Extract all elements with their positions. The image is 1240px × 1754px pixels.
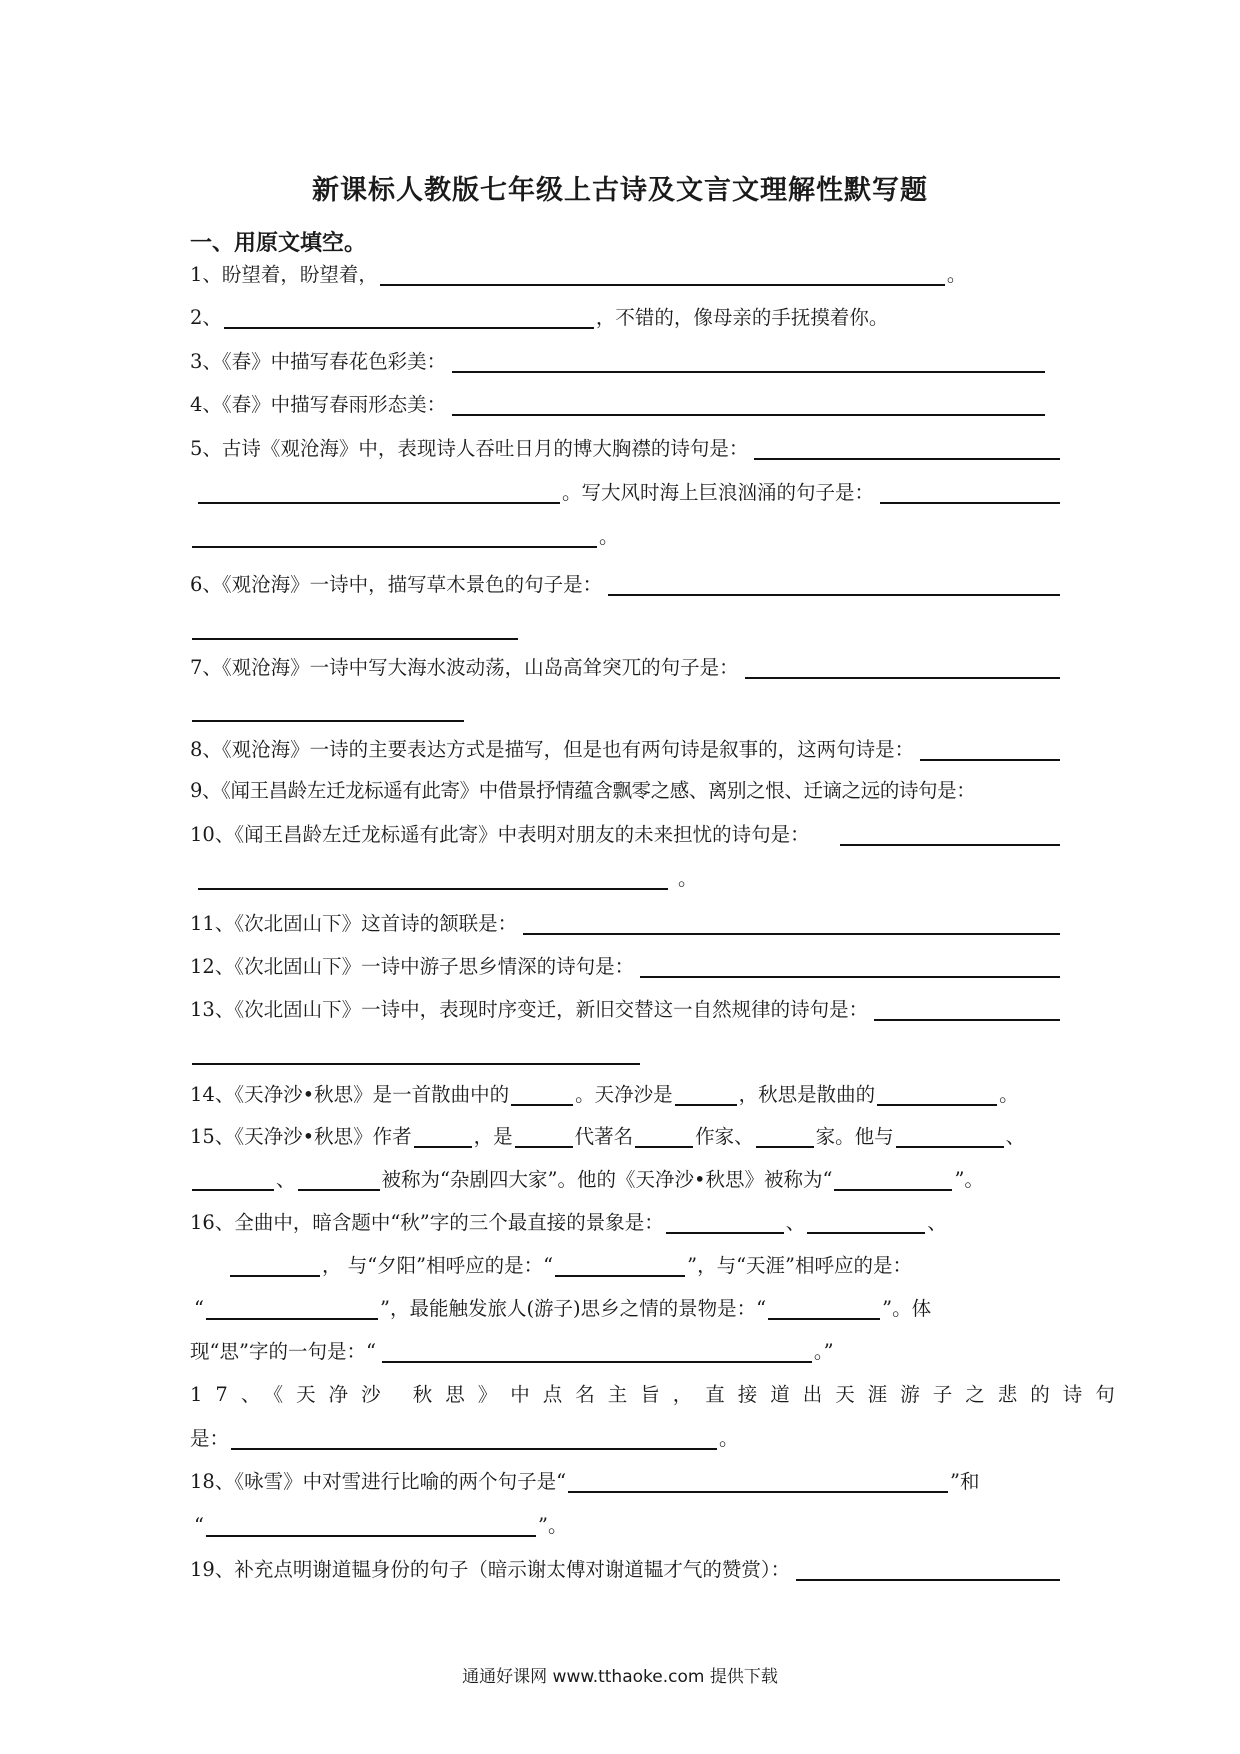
question-text: ，是: [473, 1125, 513, 1148]
question-text: 。: [946, 263, 967, 286]
question-text: 家。他与: [815, 1125, 894, 1148]
question-text: 被称为“杂剧四大家”。他的《天净沙•秋思》被称为“: [381, 1168, 833, 1191]
question-text: 。: [599, 525, 619, 548]
question-text: 6、《观沧海》一诗中，描写草木景色的句子是：: [190, 573, 603, 596]
answer-blank[interactable]: [192, 522, 597, 548]
question-text: 16、全曲中，暗含题中“秋”字的三个最直接的景象是：: [190, 1211, 664, 1234]
question-12: [190, 950, 1060, 984]
section-heading: 一、用原文填空。: [190, 231, 367, 256]
question-17: [190, 1378, 1128, 1412]
question-text: 。天净沙是: [575, 1083, 673, 1106]
question-16-cont: [190, 1335, 1060, 1369]
question-text: “: [194, 1514, 204, 1537]
page-footer: 通通好课网 www.tthaoke.com 提供下载: [462, 1667, 778, 1687]
question-9: [190, 774, 1060, 808]
question-text: “: [194, 1297, 204, 1320]
question-7: [190, 651, 1060, 685]
question-10-cont: [190, 862, 1060, 896]
question-5: [190, 432, 1060, 466]
answer-blank[interactable]: [877, 1080, 997, 1106]
question-text: 4、《春》中描写春雨形态美：: [190, 393, 447, 416]
question-15-cont: [190, 1163, 1060, 1197]
answer-blank[interactable]: [192, 614, 518, 640]
question-text: 10、《闻王昌龄左迁龙标遥有此寄》中表明对朋友的未来担忧的诗句是：: [190, 823, 810, 846]
question-text: ”。: [954, 1168, 984, 1191]
question-17-cont: [190, 1422, 1060, 1456]
question-14: [190, 1078, 1060, 1112]
answer-blank[interactable]: [206, 1294, 378, 1320]
answer-blank[interactable]: [568, 1467, 948, 1493]
question-text: 18、《咏雪》中对雪进行比喻的两个句子是“: [190, 1470, 567, 1493]
question-text: 。: [678, 867, 698, 890]
answer-blank[interactable]: [840, 820, 1060, 846]
question-text: 、: [785, 1211, 806, 1234]
question-6: [190, 568, 1060, 602]
question-text: 。: [999, 1083, 1019, 1106]
answer-blank[interactable]: [666, 1208, 784, 1234]
question-11: [190, 907, 1060, 941]
question-6-cont: [190, 612, 1060, 646]
question-5-cont: [190, 476, 1060, 510]
question-text: 、: [276, 1168, 296, 1191]
answer-blank[interactable]: [192, 1039, 640, 1065]
answer-blank[interactable]: [874, 995, 1060, 1021]
answer-blank[interactable]: [635, 1122, 693, 1148]
question-text: 5、古诗《观沧海》中，表现诗人吞吐日月的博大胸襟的诗句是：: [190, 437, 749, 460]
question-text: 。”: [813, 1340, 834, 1363]
answer-blank[interactable]: [382, 1337, 812, 1363]
question-4: [190, 388, 1045, 422]
question-text: ”。: [537, 1514, 568, 1537]
answer-blank[interactable]: [414, 1122, 472, 1148]
answer-blank[interactable]: [608, 570, 1060, 596]
answer-blank[interactable]: [754, 434, 1060, 460]
question-text: 13、《次北固山下》一诗中，表现时序变迁，新旧交替这一自然规律的诗句是：: [190, 998, 869, 1021]
question-text: 7、《观沧海》一诗中写大海水波动荡，山岛高耸突兀的句子是：: [190, 656, 739, 679]
answer-blank[interactable]: [298, 1165, 380, 1191]
question-text: ，秋思是散曲的: [738, 1083, 876, 1106]
question-text: ”。体: [882, 1297, 932, 1320]
question-text: ”，与“天涯”相呼应的是：: [687, 1254, 913, 1277]
question-text: 8、《观沧海》一诗的主要表达方式是描写，但是也有两句诗是叙事的，这两句诗是：: [190, 738, 915, 761]
question-text: 代著名: [574, 1125, 634, 1148]
question-1: [190, 258, 1060, 292]
answer-blank[interactable]: [920, 735, 1060, 761]
answer-blank[interactable]: [452, 347, 1045, 373]
question-text: 19、补充点明谢道韫身份的句子（暗示谢太傅对谢道韫才气的赞赏）：: [190, 1558, 791, 1581]
answer-blank[interactable]: [515, 1122, 573, 1148]
answer-blank[interactable]: [231, 1424, 717, 1450]
question-13-cont: [190, 1037, 1060, 1071]
question-text: 12、《次北固山下》一诗中游子思乡情深的诗句是：: [190, 955, 635, 978]
answer-blank[interactable]: [555, 1251, 685, 1277]
question-19: [190, 1553, 1060, 1587]
question-text: 15、《天净沙•秋思》作者: [190, 1125, 412, 1148]
question-text: 9、《闻王昌龄左迁龙标遥有此寄》中借景抒情蕴含飘零之感、离别之恨、迁谪之远的诗句是：: [190, 779, 976, 802]
question-10: [190, 818, 1060, 852]
question-16-cont: [190, 1249, 1060, 1283]
question-text: ，不错的，像母亲的手抚摸着你。: [595, 306, 889, 329]
question-text: 3、《春》中描写春花色彩美：: [190, 350, 447, 373]
answer-blank[interactable]: [224, 303, 594, 329]
page-title: 新课标人教版七年级上古诗及文言文理解性默写题: [312, 175, 928, 206]
answer-blank[interactable]: [896, 1122, 1004, 1148]
question-text: 、: [927, 1211, 947, 1234]
question-text: ”和: [950, 1470, 980, 1493]
question-text: 11、《次北固山下》这首诗的颔联是：: [190, 912, 518, 935]
question-16-cont: [190, 1292, 1060, 1326]
answer-blank[interactable]: [206, 1511, 536, 1537]
question-text: 1、盼望着，盼望着，: [190, 263, 378, 286]
question-13: [190, 993, 1060, 1027]
question-3: [190, 345, 1045, 379]
answer-blank[interactable]: [523, 909, 1060, 935]
question-text: 现“思”字的一句是：“: [190, 1340, 376, 1363]
question-2: [190, 301, 1060, 335]
answer-blank[interactable]: [807, 1208, 925, 1234]
question-text: 2、: [190, 306, 222, 329]
question-text: ， 与“夕阳”相呼应的是：“: [322, 1254, 554, 1277]
question-text: 。: [719, 1427, 739, 1450]
question-text: 是：: [190, 1427, 230, 1450]
answer-blank[interactable]: [796, 1555, 1060, 1581]
answer-blank[interactable]: [745, 653, 1060, 679]
question-18-cont: [190, 1509, 1060, 1543]
answer-blank[interactable]: [756, 1122, 814, 1148]
answer-blank[interactable]: [192, 1165, 274, 1191]
question-text: ”，最能触发旅人(游子)思乡之情的景物是：“: [379, 1297, 767, 1320]
question-16: [190, 1206, 1060, 1240]
answer-blank[interactable]: [452, 390, 1045, 416]
question-18: [190, 1465, 1060, 1499]
question-8: [190, 733, 1060, 767]
answer-blank[interactable]: [198, 864, 668, 890]
question-5-cont: [190, 520, 1060, 554]
question-text: 、: [1005, 1125, 1026, 1148]
answer-blank[interactable]: [198, 478, 560, 504]
answer-blank[interactable]: [380, 260, 945, 286]
answer-blank[interactable]: [880, 478, 1060, 504]
answer-blank[interactable]: [511, 1080, 573, 1106]
question-text: 17、《天净沙 秋思》中点名主旨，直接道出天涯游子之悲的诗句: [190, 1383, 1128, 1406]
answer-blank[interactable]: [230, 1251, 320, 1277]
answer-blank[interactable]: [675, 1080, 737, 1106]
question-text: 作家、: [695, 1125, 754, 1148]
question-15: [190, 1120, 1060, 1154]
question-text: 。写大风时海上巨浪汹涌的句子是：: [562, 481, 875, 504]
question-7-cont: [190, 694, 1060, 728]
answer-blank[interactable]: [768, 1294, 880, 1320]
answer-blank[interactable]: [640, 952, 1060, 978]
answer-blank[interactable]: [192, 696, 464, 722]
question-text: 14、《天净沙•秋思》是一首散曲中的: [190, 1083, 510, 1106]
answer-blank[interactable]: [834, 1165, 952, 1191]
